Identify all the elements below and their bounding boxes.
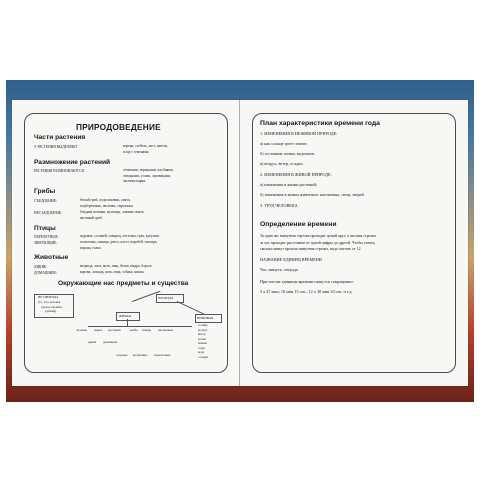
plant-parts-text-1: корень, стебель, лист, цветок,: [123, 144, 169, 148]
section-birds: Птицы: [34, 225, 56, 232]
left-page: [12, 100, 240, 386]
inedible-label: НЕСЪЕДОБНЫЕ:: [34, 211, 62, 215]
plan-item-2a: а) изменения в жизни растений;: [260, 182, 317, 187]
category-insects: насекомые: [158, 328, 173, 332]
time-paragraph-line-3: сколько минут прошла минутная стрелка, надо считать от 12.: [260, 247, 362, 251]
section-environment: Окружающие нас предметы и существа: [58, 280, 189, 287]
wintering-text-1: поползень, синица, дятел, клест, воробей, снегирь,: [80, 240, 158, 244]
units-heading: НАЗВАНИЕ ЕДИНИЦ ВРЕМЕНИ: [260, 257, 322, 262]
not-nature-note-1: (то, что человек: [38, 300, 61, 304]
category-birds: птицы: [142, 328, 151, 332]
not-nature-label: НЕ ПРИРОДА: [38, 295, 59, 299]
units-text: Час, минута, секунда.: [260, 267, 299, 272]
connector-line: [127, 319, 128, 326]
plant-parts-label: У РАСТЕНИЯ ВЫДЕЛЯЮТ: [34, 145, 78, 149]
nonliving-item: солнце: [198, 323, 208, 327]
time-paragraph-line-1: За один час минутная стрелка проходит целый круг, а часовая стрелка: [260, 234, 376, 238]
category-fish: рыбы: [130, 328, 138, 332]
domestic-label: ДОМАШНИЕ:: [34, 271, 57, 275]
inedible-text-2: желчный гриб.: [80, 215, 103, 220]
category-migratory: перелетные: [154, 353, 171, 357]
edible-text-1: белый гриб, подосиновик, опята,: [80, 198, 131, 202]
migratory-label: ПЕРЕЛЕТНЫЕ:: [34, 235, 59, 239]
plan-item-1b: б) состояние почвы, водоемов;: [260, 151, 315, 156]
wintering-text-2: ворона, галка.: [80, 245, 102, 250]
connector-line: [88, 326, 192, 327]
category-domestic: домашние: [103, 340, 118, 344]
inedible-text-1: бледная поганка, мухомор, ложные опята,: [80, 210, 145, 214]
abbreviation-text: 5 ч 47 мин; 10 мин 15 сек.; 12 ч 30 мин 10 сек. и т.д.: [260, 289, 353, 294]
plan-item-1a: а) как солнце греет землю;: [260, 141, 308, 146]
plan-item-1c: в) воздух, ветер, осадки.: [260, 161, 304, 166]
domestic-text: корова, лошадь, коза, овца, собака, кошка.: [80, 270, 145, 274]
section-animals: Животные: [34, 254, 69, 261]
section-plant-parts: Части растения: [34, 134, 86, 141]
reproduction-text-3: частями корня.: [123, 179, 146, 183]
nonliving-item: горы: [198, 345, 205, 350]
category-nomadic: кочующие: [133, 353, 148, 357]
reproduction-text-2: отводками, усами, луковицами,: [123, 173, 172, 178]
nonliving-item: вода: [198, 350, 205, 354]
category-animals: звери: [94, 328, 102, 332]
nonliving-item: почва: [198, 336, 206, 341]
plant-parts-text-2: плод с семенами.: [123, 149, 150, 154]
nature-label: ПРИРОДА: [158, 295, 174, 300]
not-nature-note-2: сделал своими: [41, 304, 62, 309]
category-plants: растения: [108, 328, 121, 332]
wild-label: ДИКИЕ:: [34, 265, 48, 269]
not-nature-note-3: руками): [45, 309, 57, 313]
plan-item-1: 1. ИЗМЕНЕНИЯ В НЕЖИВОЙ ПРИРОДЕ:: [260, 131, 338, 136]
right-page: [240, 100, 468, 386]
time-paragraph-line-2: за час проходит расстояние от одной цифры до другой. Чтобы узнать,: [260, 240, 376, 245]
living-label: ЖИВАЯ: [119, 313, 131, 318]
nonliving-item: камни: [198, 341, 207, 345]
nonliving-label: НЕЖИВАЯ: [197, 315, 214, 320]
abbreviation-heading: При числах единицы времени пишутся сокращенно:: [260, 279, 354, 284]
nonliving-item: воздух: [198, 327, 208, 332]
plan-item-2: 2. ИЗМЕНЕНИЯ В ЖИВОЙ ПРИРОДЕ:: [260, 172, 332, 177]
section-plant-reproduction: Размножение растений: [34, 159, 111, 166]
nonliving-item: ветер: [198, 332, 206, 336]
section-fungi: Грибы: [34, 188, 56, 195]
reproduction-label: РАСТЕНИЯ РАЗМНОЖАЮТСЯ: [34, 169, 84, 173]
plan-item-2b: б) изменения в жизни животных: насекомых, птиц, зверей.: [260, 192, 365, 197]
category-settled: оседлые: [116, 353, 128, 357]
nonliving-item: осадки: [198, 354, 208, 359]
reproduction-text-1: семенами, черенками, клубнями,: [123, 168, 174, 172]
section-time: Определение времени: [260, 221, 337, 228]
category-wild: дикие: [88, 340, 97, 344]
edible-text-2: подберезовик, лисички, сыроежки.: [80, 203, 134, 208]
plan-item-3: 3. ТРУД ЧЕЛОВЕКА.: [260, 203, 299, 208]
wild-text: медведь, лиса, волк, заяц, белка, выдра, барсук.: [80, 264, 153, 268]
edible-label: СЪЕДОБНЫЕ:: [34, 199, 58, 203]
migratory-text: журавль, соловей, скворец, ласточка, грач, кукушка.: [80, 234, 160, 238]
page-title: ПРИРОДОВЕДЕНИЕ: [76, 122, 161, 132]
wintering-label: ЗИМУЮЩИЕ:: [34, 241, 58, 245]
page-title: План характеристики времени года: [260, 120, 380, 127]
category-people: человек: [76, 328, 88, 332]
